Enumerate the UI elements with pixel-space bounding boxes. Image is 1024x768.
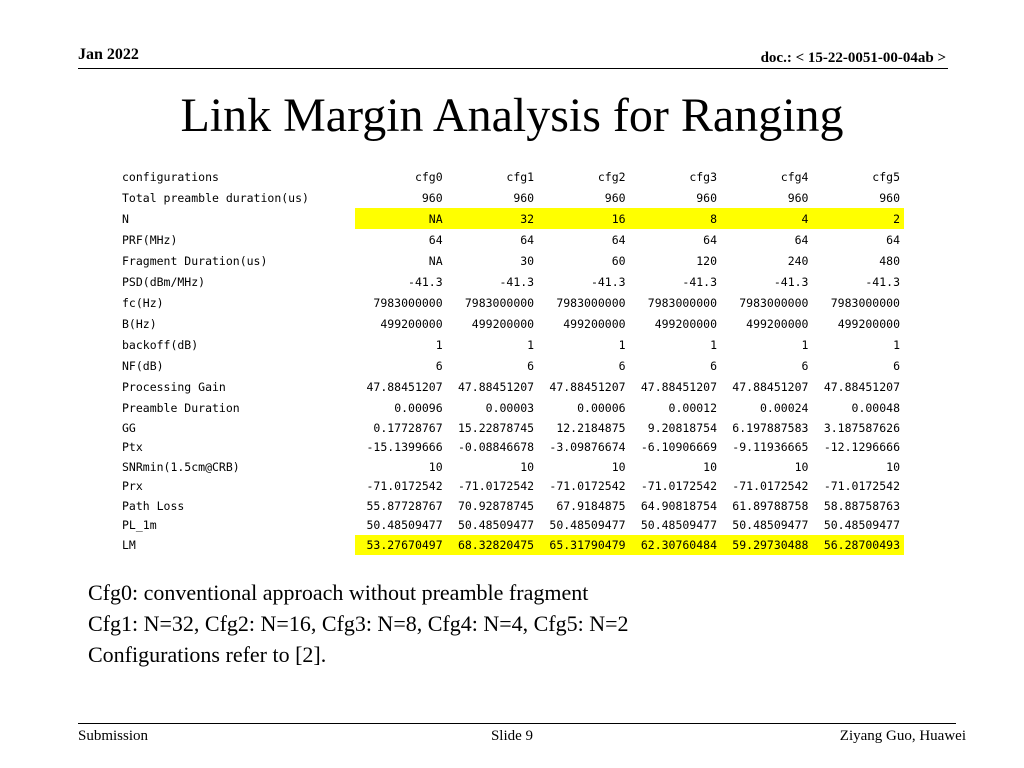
- cell-cfg3: 9.20818754: [647, 420, 718, 435]
- table-header-label: configurations: [122, 169, 219, 184]
- table-row: [118, 208, 904, 229]
- table-header-cfg2: cfg2: [597, 169, 626, 184]
- cell-cfg3: 960: [696, 190, 718, 205]
- table-row: [118, 535, 904, 555]
- cell-cfg1: 64: [520, 232, 535, 247]
- cell-cfg1: 7983000000: [464, 295, 535, 310]
- cell-cfg4: -9.11936665: [732, 440, 809, 455]
- cell-cfg0: 47.88451207: [366, 379, 443, 394]
- table-row: [118, 438, 904, 458]
- cell-cfg2: 10: [611, 459, 626, 474]
- table-row: [118, 397, 904, 418]
- cell-cfg0: 50.48509477: [366, 518, 443, 533]
- cell-cfg3: 62.30760484: [630, 535, 721, 555]
- row-label: Total preamble duration(us): [122, 190, 309, 205]
- cell-cfg4: 6.197887583: [732, 420, 809, 435]
- table-header-row: [118, 166, 904, 187]
- cell-cfg0: 6: [435, 358, 443, 373]
- cell-cfg1: 68.32820475: [447, 535, 538, 555]
- cell-cfg0: NA: [428, 253, 443, 268]
- cell-cfg1: 32: [447, 208, 538, 229]
- row-label: N: [122, 211, 129, 226]
- cell-cfg5: 7983000000: [830, 295, 900, 310]
- table-row: [118, 271, 904, 292]
- cell-cfg1: 0.00003: [485, 400, 535, 415]
- cell-cfg0: NA: [355, 208, 446, 229]
- table-header-cfg4: cfg4: [780, 169, 809, 184]
- table-row: [118, 250, 904, 271]
- cell-cfg4: 0.00024: [760, 400, 809, 415]
- table-row: [118, 292, 904, 313]
- cell-cfg1: 960: [513, 190, 535, 205]
- table-header-cfg1: cfg1: [506, 169, 535, 184]
- cell-cfg3: 499200000: [654, 316, 718, 331]
- cell-cfg5: 0.00048: [851, 400, 900, 415]
- cell-cfg4: 240: [787, 253, 809, 268]
- cell-cfg0: 0.17728767: [373, 420, 443, 435]
- cell-cfg5: -12.1296666: [823, 440, 900, 455]
- row-label: Path Loss: [122, 498, 185, 513]
- cell-cfg5: 6: [893, 358, 900, 373]
- row-label: Processing Gain: [122, 379, 226, 394]
- cell-cfg2: -3.09876674: [549, 440, 626, 455]
- cell-cfg1: 499200000: [471, 316, 535, 331]
- cell-cfg3: 0.00012: [668, 400, 718, 415]
- cell-cfg5: 58.88758763: [823, 498, 900, 513]
- table-body: [118, 187, 904, 555]
- cell-cfg0: 55.87728767: [366, 498, 443, 513]
- cell-cfg2: 16: [538, 208, 629, 229]
- cell-cfg4: 4: [721, 208, 812, 229]
- cell-cfg5: -41.3: [865, 274, 900, 289]
- row-label: PRF(MHz): [122, 232, 178, 247]
- cell-cfg0: -71.0172542: [366, 479, 443, 494]
- cell-cfg1: 30: [520, 253, 535, 268]
- cell-cfg2: -41.3: [590, 274, 626, 289]
- header-date: Jan 2022: [78, 46, 139, 63]
- cell-cfg4: 960: [787, 190, 809, 205]
- table-row: [118, 187, 904, 208]
- row-label: LM: [122, 537, 136, 552]
- cell-cfg4: 7983000000: [739, 295, 809, 310]
- table-row: [118, 334, 904, 355]
- table-row: [118, 457, 904, 477]
- cell-cfg2: 1: [618, 337, 626, 352]
- cell-cfg2: 960: [604, 190, 626, 205]
- cell-cfg3: 64: [703, 232, 718, 247]
- cell-cfg3: 47.88451207: [640, 379, 718, 394]
- table-header-cfg0: cfg0: [414, 169, 443, 184]
- header-doc-id: doc.: < 15-22-0051-00-04ab >: [760, 50, 946, 66]
- cell-cfg3: 10: [703, 459, 718, 474]
- row-label: PSD(dBm/MHz): [122, 274, 206, 289]
- cell-cfg1: 15.22878745: [457, 420, 535, 435]
- table-row: [118, 477, 904, 497]
- cell-cfg1: 1: [527, 337, 535, 352]
- cell-cfg4: 1: [801, 337, 809, 352]
- cell-cfg5: 50.48509477: [823, 518, 900, 533]
- cell-cfg2: 50.48509477: [549, 518, 626, 533]
- cell-cfg1: 50.48509477: [457, 518, 535, 533]
- cell-cfg3: 1: [710, 337, 718, 352]
- row-label: backoff(dB): [122, 337, 199, 352]
- cell-cfg3: 7983000000: [647, 295, 718, 310]
- cell-cfg0: 0.00096: [394, 400, 443, 415]
- cell-cfg2: -71.0172542: [549, 479, 626, 494]
- row-label: SNRmin(1.5cm@CRB): [122, 459, 240, 474]
- cell-cfg5: 1: [893, 337, 900, 352]
- row-label: fc(Hz): [122, 295, 164, 310]
- footer-author: Ziyang Guo, Huawei: [839, 728, 966, 744]
- cell-cfg2: 47.88451207: [549, 379, 626, 394]
- cell-cfg3: -6.10906669: [640, 440, 718, 455]
- cell-cfg2: 6: [618, 358, 626, 373]
- table-row: [118, 376, 904, 397]
- table-header-cfg5: cfg5: [872, 169, 900, 184]
- table-row: [118, 418, 904, 438]
- row-label: NF(dB): [122, 358, 164, 373]
- cell-cfg1: 6: [527, 358, 535, 373]
- cell-cfg4: 61.89788758: [732, 498, 809, 513]
- cell-cfg2: 65.31790479: [538, 535, 629, 555]
- cell-cfg1: 47.88451207: [457, 379, 535, 394]
- cell-cfg0: 960: [421, 190, 443, 205]
- cell-cfg5: 10: [886, 459, 900, 474]
- cell-cfg1: -41.3: [499, 274, 535, 289]
- footer-slide-number: Slide 9: [490, 728, 534, 744]
- row-label: GG: [122, 420, 136, 435]
- row-label: Preamble Duration: [122, 400, 240, 415]
- cell-cfg5: 960: [879, 190, 900, 205]
- cell-cfg5: 480: [879, 253, 900, 268]
- row-label: Prx: [122, 479, 143, 494]
- notes: [88, 577, 629, 670]
- cell-cfg2: 67.9184875: [556, 498, 626, 513]
- cell-cfg3: 50.48509477: [640, 518, 718, 533]
- row-label: PL_1m: [122, 518, 157, 533]
- cell-cfg4: -71.0172542: [732, 479, 809, 494]
- cell-cfg5: 2: [812, 208, 904, 229]
- cell-cfg5: 56.28700493: [812, 535, 904, 555]
- cell-cfg0: 7983000000: [373, 295, 443, 310]
- cell-cfg0: 10: [428, 459, 443, 474]
- cell-cfg0: 499200000: [380, 316, 443, 331]
- cell-cfg1: -71.0172542: [457, 479, 535, 494]
- cell-cfg3: 64.90818754: [640, 498, 718, 513]
- table-row: [118, 496, 904, 516]
- cell-cfg0: 53.27670497: [355, 535, 446, 555]
- table-row: [118, 516, 904, 536]
- table-row: [118, 313, 904, 334]
- cell-cfg2: 499200000: [563, 316, 626, 331]
- note-line: Configurations refer to [2].: [88, 642, 327, 667]
- cell-cfg3: 120: [696, 253, 718, 268]
- cell-cfg4: 59.29730488: [721, 535, 812, 555]
- cell-cfg1: 70.92878745: [457, 498, 535, 513]
- slide-title: Link Margin Analysis for Ranging: [180, 89, 844, 142]
- cell-cfg4: 50.48509477: [732, 518, 809, 533]
- cell-cfg2: 0.00006: [577, 400, 626, 415]
- cell-cfg2: 64: [611, 232, 626, 247]
- cell-cfg0: 64: [428, 232, 443, 247]
- cell-cfg0: -41.3: [408, 274, 443, 289]
- cell-cfg3: 8: [630, 208, 721, 229]
- cell-cfg1: -0.08846678: [457, 440, 535, 455]
- row-label: B(Hz): [122, 316, 157, 331]
- note-line: Cfg1: N=32, Cfg2: N=16, Cfg3: N=8, Cfg4: N=4, Cfg5: N=2: [88, 611, 629, 636]
- row-label: Fragment Duration(us): [122, 253, 268, 268]
- cell-cfg4: 64: [794, 232, 809, 247]
- cell-cfg3: -71.0172542: [640, 479, 718, 494]
- cell-cfg4: 10: [794, 459, 809, 474]
- footer-divider: [78, 723, 956, 724]
- cell-cfg0: -15.1399666: [366, 440, 443, 455]
- cell-cfg4: 499200000: [746, 316, 809, 331]
- footer-submission: Submission: [78, 728, 149, 744]
- table-row: [118, 355, 904, 376]
- cell-cfg3: -41.3: [682, 274, 718, 289]
- table-header-cfg3: cfg3: [689, 169, 718, 184]
- link-margin-table: [118, 166, 904, 555]
- note-line: Cfg0: conventional approach without preamble fragment: [88, 580, 589, 605]
- cell-cfg4: -41.3: [773, 274, 809, 289]
- cell-cfg4: 47.88451207: [732, 379, 809, 394]
- link-margin-table-container: [118, 166, 904, 555]
- cell-cfg2: 12.2184875: [556, 420, 626, 435]
- cell-cfg5: 64: [886, 232, 900, 247]
- cell-cfg4: 6: [801, 358, 809, 373]
- cell-cfg5: -71.0172542: [823, 479, 900, 494]
- cell-cfg5: 3.187587626: [823, 420, 900, 435]
- cell-cfg1: 10: [520, 459, 535, 474]
- cell-cfg5: 499200000: [837, 316, 900, 331]
- header-divider: [78, 68, 948, 69]
- cell-cfg2: 7983000000: [556, 295, 626, 310]
- cell-cfg5: 47.88451207: [823, 379, 900, 394]
- cell-cfg2: 60: [611, 253, 626, 268]
- row-label: Ptx: [122, 440, 143, 455]
- cell-cfg3: 6: [710, 358, 718, 373]
- cell-cfg0: 1: [435, 337, 443, 352]
- table-row: [118, 229, 904, 250]
